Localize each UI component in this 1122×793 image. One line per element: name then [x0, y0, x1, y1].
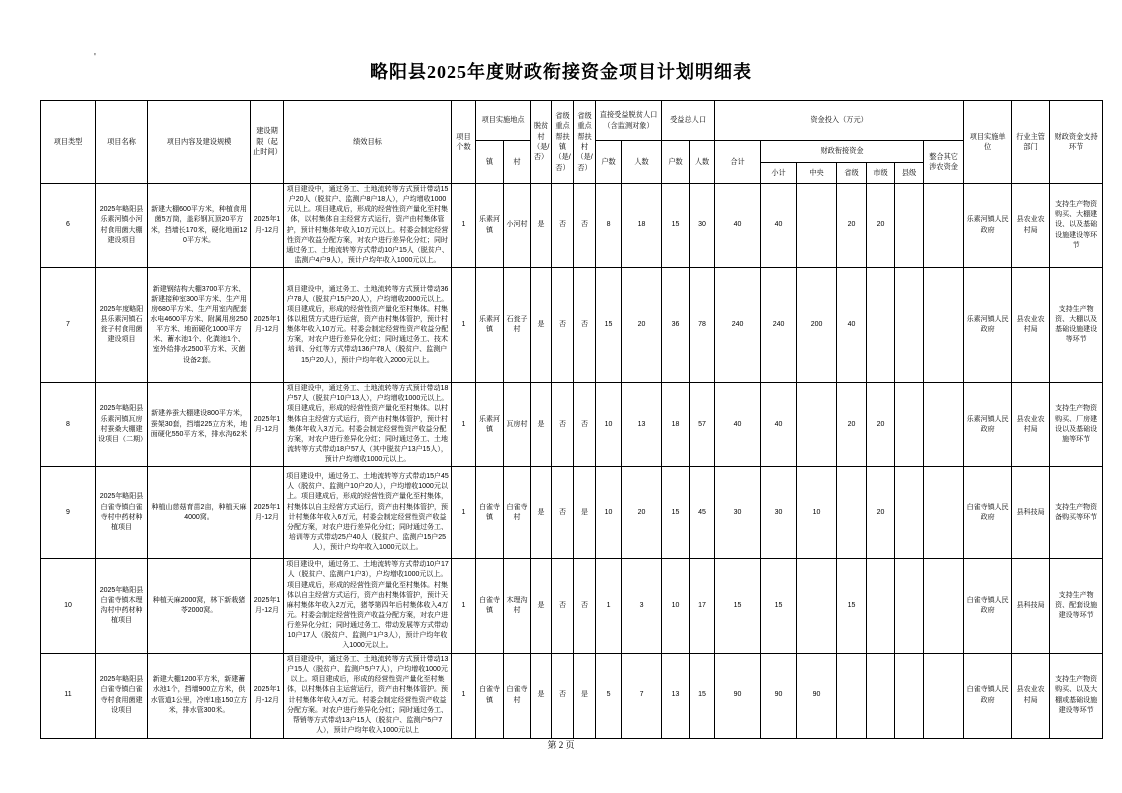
- table-cell: 石瓮子村: [504, 268, 531, 383]
- table-cell: 支持生产物资、大棚以及基础设施建设等环节: [1050, 268, 1103, 383]
- table-cell: 90: [715, 653, 761, 738]
- table-cell: 白雀寺镇: [476, 467, 504, 559]
- table-cell: 36: [662, 268, 690, 383]
- table-cell: 瓦房村: [504, 383, 531, 467]
- table-cell: [797, 559, 837, 653]
- table-cell: 20: [867, 184, 895, 268]
- page-number: 第 2 页: [547, 740, 575, 750]
- col-header-provincial: 省级: [837, 163, 867, 184]
- table-cell: 白雀寺镇人民政府: [964, 559, 1012, 653]
- table-cell: 40: [761, 383, 797, 467]
- table-cell: 15: [662, 184, 690, 268]
- table-cell: 乐素河镇: [476, 184, 504, 268]
- table-cell: 30: [715, 467, 761, 559]
- table-cell: 县农业农村局: [1012, 383, 1050, 467]
- table-cell: 15: [596, 268, 622, 383]
- table-cell: [895, 467, 924, 559]
- col-header-integrated-fund: 整合其它涉农资金: [924, 141, 964, 184]
- table-cell: 否: [552, 467, 574, 559]
- table-cell: 15: [690, 653, 715, 738]
- table-cell: [895, 383, 924, 467]
- table-cell: 否: [574, 559, 596, 653]
- table-row: [41, 184, 1103, 268]
- table-cell: 否: [552, 383, 574, 467]
- stray-mark: ': [94, 52, 96, 63]
- col-header-fund-input: 资金投入（万元）: [715, 101, 964, 141]
- table-cell: 白雀寺镇人民政府: [964, 467, 1012, 559]
- table-cell: 乐素河镇: [476, 268, 504, 383]
- table-cell: 1: [452, 268, 476, 383]
- col-header-total-benefit: 受益总人口: [662, 101, 715, 141]
- table-cell: 乐素河镇人民政府: [964, 383, 1012, 467]
- table-cell: 17: [690, 559, 715, 653]
- table-cell: 白雀寺镇人民政府: [964, 653, 1012, 738]
- table-cell: [867, 653, 895, 738]
- table-cell: 6: [41, 184, 96, 268]
- table-cell: 县科技局: [1012, 559, 1050, 653]
- project-plan-table: [40, 100, 1103, 739]
- table-cell: 否: [552, 184, 574, 268]
- col-header-town: 镇: [476, 141, 504, 184]
- table-cell: 乐素河镇人民政府: [964, 268, 1012, 383]
- table-cell: 5: [596, 653, 622, 738]
- table-cell: 40: [715, 184, 761, 268]
- header-row-1: [41, 101, 1103, 141]
- table-cell: 是: [531, 268, 552, 383]
- table-cell: 2025年1月-12月: [251, 184, 284, 268]
- table-cell: 10: [797, 467, 837, 559]
- table-cell: 200: [797, 268, 837, 383]
- col-header-direct-benefit: 直接受益脱贫人口（含监测对象）: [596, 101, 662, 141]
- table-header: [41, 101, 1103, 184]
- table-cell: 20: [867, 383, 895, 467]
- table-cell: 支持生产物资备购买等环节: [1050, 467, 1103, 559]
- table-cell: [837, 653, 867, 738]
- table-cell: 30: [690, 184, 715, 268]
- table-cell: 20: [867, 467, 895, 559]
- table-cell: 78: [690, 268, 715, 383]
- col-header-impl-unit: 项目实施单位: [964, 101, 1012, 184]
- table-cell: 2025年1月-12月: [251, 653, 284, 738]
- table-cell: 新建养蚕大棚建设800平方米，蚕架30套，挡墙225立方米，地面硬化550平方米，排水沟62米: [148, 383, 251, 467]
- table-cell: [924, 383, 964, 467]
- table-cell: 是: [531, 467, 552, 559]
- table-cell: 20: [837, 184, 867, 268]
- table-cell: 白雀寺村: [504, 467, 531, 559]
- table-cell: 90: [797, 653, 837, 738]
- table-cell: 2025年略阳县乐素河镇瓦房村蚕桑大棚建设项目（二期）: [96, 383, 148, 467]
- col-header-households: 户数: [596, 141, 622, 184]
- table-cell: 支持生产物资购买、厂房建设以及基础设施等环节: [1050, 383, 1103, 467]
- table-cell: 20: [837, 383, 867, 467]
- table-cell: 是: [574, 653, 596, 738]
- col-header-performance: 绩效目标: [284, 101, 452, 184]
- table-cell: 是: [531, 653, 552, 738]
- table-cell: 7: [622, 653, 662, 738]
- table-cell: 2025年1月-12月: [251, 268, 284, 383]
- table-cell: 支持生产物资购买、大棚建设、以及基础设施建设等环节: [1050, 184, 1103, 268]
- table-cell: 30: [761, 467, 797, 559]
- table-cell: 2025年略阳县乐素河镇小河村食用菌大棚建设项目: [96, 184, 148, 268]
- col-header-subtotal: 小计: [761, 163, 797, 184]
- col-header-period: 建设期限（起止时间）: [251, 101, 284, 184]
- table-cell: 支持生产物资购买、以及大棚或基础设施建设等环节: [1050, 653, 1103, 738]
- table-body: [41, 184, 1103, 739]
- table-cell: [924, 184, 964, 268]
- table-cell: 乐素河镇: [476, 383, 504, 467]
- table-cell: 9: [41, 467, 96, 559]
- table-cell: 2025年略阳县白雀寺镇白雀寺村食用菌建设项目: [96, 653, 148, 738]
- table-cell: 1: [452, 653, 476, 738]
- table-cell: [895, 559, 924, 653]
- col-header-county: 县级: [895, 163, 924, 184]
- col-header-households-total: 户数: [662, 141, 690, 184]
- table-cell: 15: [761, 559, 797, 653]
- table-cell: 18: [622, 184, 662, 268]
- table-cell: 乐素河镇人民政府: [964, 184, 1012, 268]
- table-cell: 项目建设中，通过务工、土地流转等方式带动15户45人（脱贫户、监测户10户20人），户均增收1000元以上。项目建成后，形成的经营性资产量化至村集体，村集体以自主经营方式运行，资产由村集体管护，预计村集体年收入6万元，村委会制定经营性资产收益分配方案，对农户进行差异化分红；同时通过务工、培训等方式带动25户40人（脱贫户、监测户15户25人），预计户均年收入1000元以上。: [284, 467, 452, 559]
- table-cell: 1: [452, 559, 476, 653]
- table-cell: 2025年略阳县白雀寺镇木理沟村中药材种植项目: [96, 559, 148, 653]
- table-cell: 县农业农村局: [1012, 653, 1050, 738]
- page-title: 略阳县2025年度财政衔接资金项目计划明细表: [370, 62, 752, 82]
- col-header-village: 村: [504, 141, 531, 184]
- table-cell: 10: [662, 559, 690, 653]
- table-cell: 否: [574, 184, 596, 268]
- table-cell: 1: [452, 467, 476, 559]
- table-row: [41, 467, 1103, 559]
- table-cell: 15: [662, 467, 690, 559]
- table-cell: 县科技局: [1012, 467, 1050, 559]
- table-cell: 2025年略阳县白雀寺镇白雀寺村中药材种植项目: [96, 467, 148, 559]
- col-header-dept: 行业主管部门: [1012, 101, 1050, 184]
- col-header-project-type: 项目类型: [41, 101, 96, 184]
- table-cell: [867, 268, 895, 383]
- table-cell: 白雀寺镇: [476, 653, 504, 738]
- table-cell: 15: [837, 559, 867, 653]
- col-header-project-name: 项目名称: [96, 101, 148, 184]
- col-header-people: 人数: [622, 141, 662, 184]
- table-cell: 2025年1月-12月: [251, 467, 284, 559]
- table-cell: 10: [41, 559, 96, 653]
- table-cell: [797, 383, 837, 467]
- table-row: [41, 268, 1103, 383]
- table-cell: [895, 268, 924, 383]
- table-cell: 否: [574, 383, 596, 467]
- table-cell: 项目建设中，通过务工、土地流转等方式预计带动13户15人（脱贫户、监测户5户7人），户均增收1000元以上。项目建成后，形成的经营性资产量化至村集体，以村集体自主运营运行，资产由村集体管护。预计村集体年收入4万元。村委会制定经营性资产收益分配方案。对农户进行差异化分红；同时通过务工、帮销等方式带动13户15人（脱贫户、监测户5户7人），预计户均年收入1000元以上: [284, 653, 452, 738]
- table-cell: 90: [761, 653, 797, 738]
- table-cell: 2025年度略阳县乐素河镇石瓮子村食用菌建设项目: [96, 268, 148, 383]
- table-cell: [924, 467, 964, 559]
- table-cell: 10: [596, 467, 622, 559]
- table-cell: 13: [662, 653, 690, 738]
- table-cell: 1: [452, 383, 476, 467]
- table-cell: 种植山慈菇育苗2亩，种植天麻4000窝。: [148, 467, 251, 559]
- table-row: [41, 653, 1103, 738]
- table-cell: 否: [552, 653, 574, 738]
- table-cell: 15: [715, 559, 761, 653]
- table-cell: 2025年1月-12月: [251, 559, 284, 653]
- col-header-key-village: 省级重点帮扶村（是/否）: [574, 101, 596, 184]
- table-cell: 木理沟村: [504, 559, 531, 653]
- table-cell: 新建钢结构大棚3700平方米、新建接种室300平方米、生产用房680平方米、生产用室内配套水电4600平方米、附属用房250平方米、地面硬化1000平方米、蓄水池1个、化粪池1个、室外给排水2500平方米、灭菌设备2套。: [148, 268, 251, 383]
- table-cell: 项目建设中，通过务工、土地流转等方式预计带动36户78人（脱贫户15户20人），户均增收2000元以上。项目建成后，形成的经营性资产量化至村集体。村集体以租赁方式进行运营，资产由村集体管护，预计村集体年收入10万元。村委会制定经营性资产收益分配方案，对农户进行差异化分红；同时通过务工、技术培训、分红等方式带动136户78人（脱贫户、监测户15户20人），预计户均年收入2000元以上。: [284, 268, 452, 383]
- table-cell: [797, 184, 837, 268]
- col-header-key-town: 省级重点帮扶镇（是/否）: [552, 101, 574, 184]
- table-cell: 57: [690, 383, 715, 467]
- table-cell: [837, 467, 867, 559]
- col-header-count: 项目个数: [452, 101, 476, 184]
- table-cell: 是: [531, 184, 552, 268]
- table-cell: 项目建设中，通过务工、土地流转等方式带动10户17人（脱贫户、监测户1户3），户均增收1000元以上。项目建成后，形成的经营性资产量化至村集体。村集体以自主经营方式运行，资产由村集体管护，预计天麻村集体年收入2万元，猪苓第四年后村集体收入4万元。村委会制定经营性资产收益分配方案，对农户进行差异化分红；同时通过务工、带动发展等方式带动10户17人（脱贫户、监测户1户3人），预计户均年收入1000元以上。: [284, 559, 452, 653]
- table-cell: 20: [622, 268, 662, 383]
- table-cell: 240: [761, 268, 797, 383]
- table-cell: [867, 559, 895, 653]
- table-cell: 1: [452, 184, 476, 268]
- table-cell: 县农业农村局: [1012, 184, 1050, 268]
- table-cell: 是: [531, 383, 552, 467]
- table-cell: 3: [622, 559, 662, 653]
- table-cell: 新建大棚600平方米，种植食用菌5万筒，盖彩钢瓦顶20平方米，挡墙长170米，硬化地面120平方米。: [148, 184, 251, 268]
- table-cell: 小河村: [504, 184, 531, 268]
- table-row: [41, 559, 1103, 653]
- col-header-fiscal-fund: 财政衔接资金: [761, 141, 924, 163]
- table-cell: 否: [552, 268, 574, 383]
- table-cell: 40: [837, 268, 867, 383]
- table-cell: 20: [622, 467, 662, 559]
- table-cell: 8: [41, 383, 96, 467]
- table-cell: 白雀寺村: [504, 653, 531, 738]
- table-cell: 45: [690, 467, 715, 559]
- table-cell: 11: [41, 653, 96, 738]
- col-header-poverty-village: 脱贫村（是/否）: [531, 101, 552, 184]
- col-header-fund-total: 合计: [715, 141, 761, 184]
- table-cell: 白雀寺镇: [476, 559, 504, 653]
- table-cell: 1: [596, 559, 622, 653]
- table-cell: [924, 268, 964, 383]
- table-cell: 否: [552, 559, 574, 653]
- table-cell: 新建大棚1200平方米，新建蓄水池1个，挡墙900立方米，供水管道1公里，冷库1座150立方米，排水管300米。: [148, 653, 251, 738]
- table-cell: [895, 184, 924, 268]
- table-cell: 7: [41, 268, 96, 383]
- col-header-content-scale: 项目内容及建设规模: [148, 101, 251, 184]
- table-row: [41, 383, 1103, 467]
- col-header-central: 中央: [797, 163, 837, 184]
- table-cell: [924, 653, 964, 738]
- table-cell: 40: [715, 383, 761, 467]
- table-cell: 13: [622, 383, 662, 467]
- col-header-location: 项目实施地点: [476, 101, 531, 141]
- table-cell: 10: [596, 383, 622, 467]
- col-header-people-total: 人数: [690, 141, 715, 184]
- table-cell: 是: [574, 467, 596, 559]
- table-cell: 支持生产物资、配套设施建设等环节: [1050, 559, 1103, 653]
- table-cell: 是: [531, 559, 552, 653]
- table-cell: 240: [715, 268, 761, 383]
- table-cell: 否: [574, 268, 596, 383]
- table-cell: 8: [596, 184, 622, 268]
- table-cell: 40: [761, 184, 797, 268]
- table-cell: 项目建设中，通过务工、土地流转等方式预计带动18户57人（脱贫户10户13人），户均增收1000元以上。项目建成后，形成的经营性资产量化至村集体。以村集体自主经营方式运行，资产由村集体管护，预计村集体年收入3万元。村委会制定经营性资产收益分配方案，对农户进行差异化分红；同时通过务工、土地流转等方式带动18户57人（其中脱贫户13户15人），预计户均增收1000元以上。: [284, 383, 452, 467]
- table-cell: 项目建设中，通过务工、土地流转等方式预计带动15户20人（脱贫户、监测户8户18人），户均增收1000元以上。项目建成后，形成的经营性资产量化至村集体，以村集体自主经营方式运行，资产由村集体管护，预计村集体年收入10万元以上。村委会制定经营性资产收益分配方案，对农户进行差异化分红；同时通过务工、土地流转等方式带动10户15人（脱贫户、监测户4户9人），预计户均年收入1000元以上。: [284, 184, 452, 268]
- table-cell: 18: [662, 383, 690, 467]
- col-header-support: 财政资金支持环节: [1050, 101, 1103, 184]
- table-cell: 种植天麻2000窝，林下新栽猪苓2000窝。: [148, 559, 251, 653]
- table-cell: 2025年1月-12月: [251, 383, 284, 467]
- col-header-municipal: 市级: [867, 163, 895, 184]
- table-cell: [895, 653, 924, 738]
- table-cell: [924, 559, 964, 653]
- table-cell: 县农业农村局: [1012, 268, 1050, 383]
